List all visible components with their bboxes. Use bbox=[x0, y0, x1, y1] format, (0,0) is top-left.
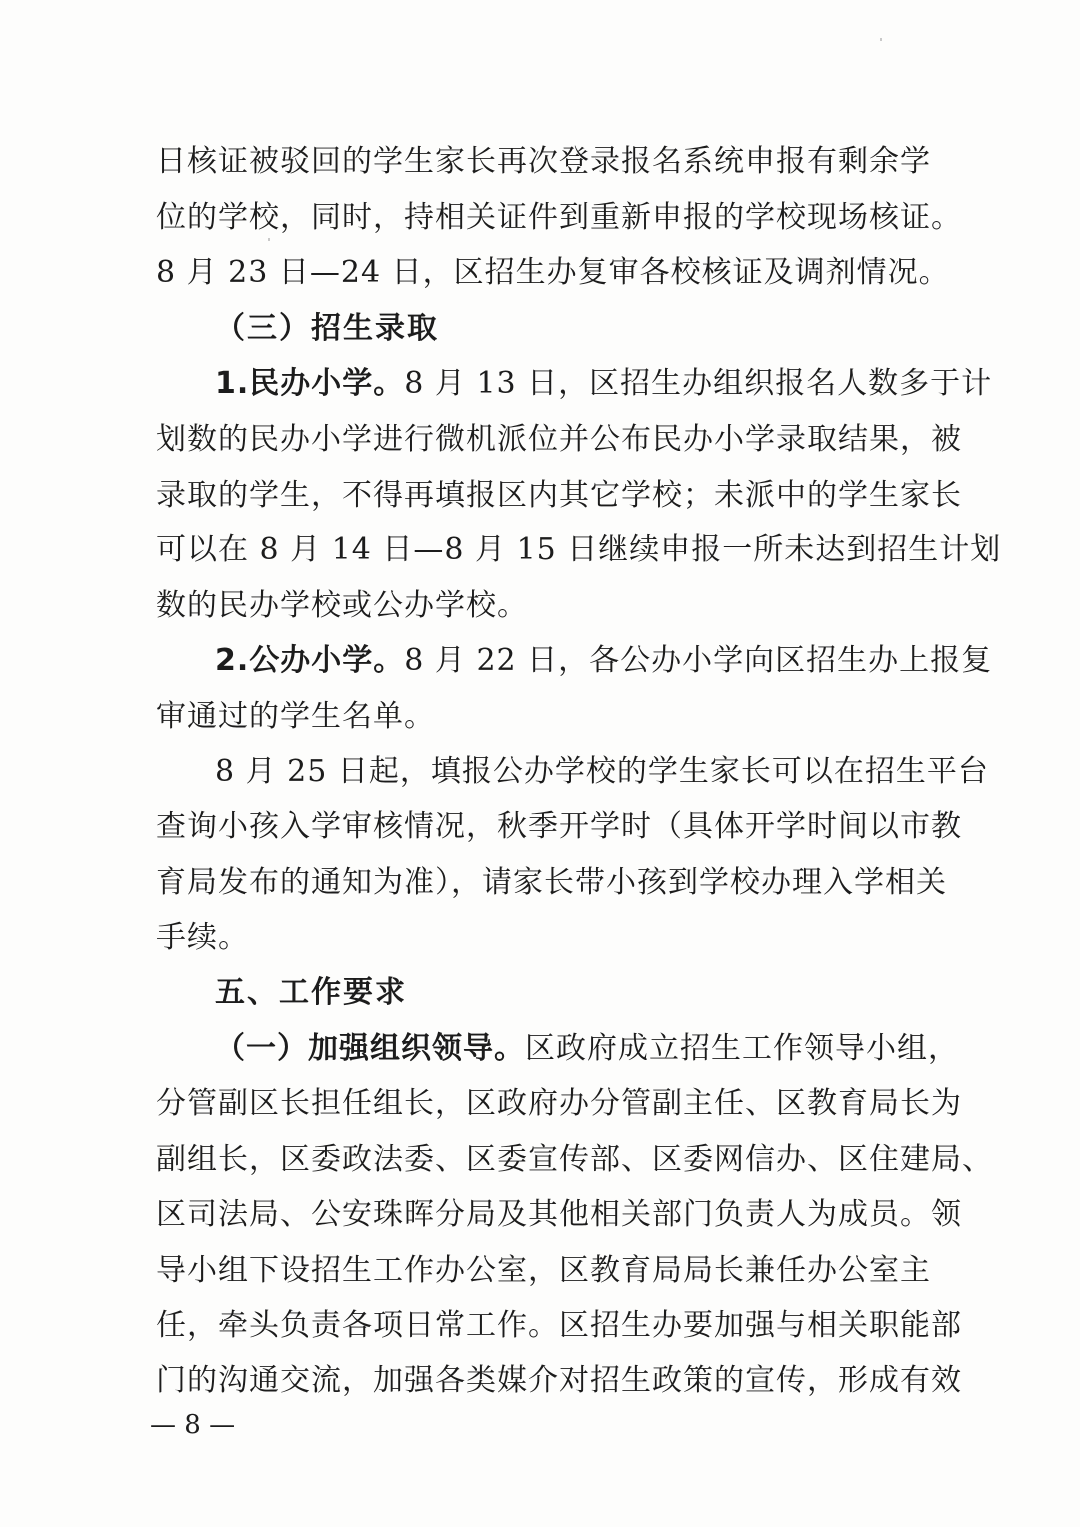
body-line: 任，牵头负责各项日常工作。区招生办要加强与相关职能部 bbox=[156, 1308, 962, 1343]
paragraph-query-first-line: 8 月 25 日起，填报公办学校的学生家长可以在招生平台 bbox=[215, 754, 989, 789]
body-line: 育局发布的通知为准），请家长带小孩到学校办理入学相关 bbox=[156, 865, 947, 900]
section-heading-requirements: 五、工作要求 bbox=[215, 975, 407, 1010]
body-line: 查询小孩入学审核情况，秋季开学时（具体开学时间以市教 bbox=[156, 809, 962, 844]
body-line: 审通过的学生名单。 bbox=[156, 699, 435, 734]
body-line: 日核证被驳回的学生家长再次登录报名系统申报有剩余学 bbox=[156, 144, 931, 179]
paragraph-leadership-first-line bbox=[215, 1029, 959, 1069]
private-school-lead: 1.民办小学。 bbox=[215, 366, 405, 401]
paragraph-private-school-first-line bbox=[215, 364, 993, 404]
body-line: 手续。 bbox=[156, 920, 249, 955]
scan-speck bbox=[880, 38, 882, 41]
body-line: 划数的民办小学进行微机派位并公布民办小学录取结果，被 bbox=[156, 422, 962, 457]
leadership-text: 区政府成立招生工作领导小组， bbox=[525, 1031, 959, 1066]
leadership-lead: （一）加强组织领导。 bbox=[215, 1031, 525, 1066]
paragraph-public-school-first-line bbox=[215, 641, 993, 681]
body-line: 分管副区长担任组长，区政府办分管副主任、区教育局长为 bbox=[156, 1086, 962, 1121]
page-number: — 8 — bbox=[150, 1410, 236, 1440]
private-school-text: 8 月 13 日，区招生办组织报名人数多于计 bbox=[404, 366, 993, 401]
public-school-text: 8 月 22 日，各公办小学向区招生办上报复 bbox=[404, 643, 993, 678]
body-line: 门的沟通交流，加强各类媒介对招生政策的宣传，形成有效 bbox=[156, 1363, 962, 1398]
body-line: 区司法局、公安珠晖分局及其他相关部门负责人为成员。领 bbox=[156, 1197, 962, 1232]
body-line: 副组长，区委政法委、区委宣传部、区委网信办、区住建局、 bbox=[156, 1142, 993, 1177]
public-school-lead: 2.公办小学。 bbox=[215, 643, 405, 678]
body-line: 位的学校，同时，持相关证件到重新申报的学校现场核证。 bbox=[156, 200, 962, 235]
body-line: 导小组下设招生工作办公室，区教育局局长兼任办公室主 bbox=[156, 1253, 931, 1288]
body-line: 可以在 8 月 14 日—8 月 15 日继续申报一所未达到招生计划 bbox=[156, 532, 1002, 567]
body-line: 录取的学生，不得再填报区内其它学校；未派中的学生家长 bbox=[156, 478, 962, 513]
scan-speck bbox=[268, 238, 270, 241]
section-heading-admission: （三）招生录取 bbox=[215, 311, 439, 346]
body-line: 数的民办学校或公办学校。 bbox=[156, 588, 528, 623]
body-line: 8 月 23 日—24 日，区招生办复审各校核证及调剂情况。 bbox=[156, 255, 950, 290]
